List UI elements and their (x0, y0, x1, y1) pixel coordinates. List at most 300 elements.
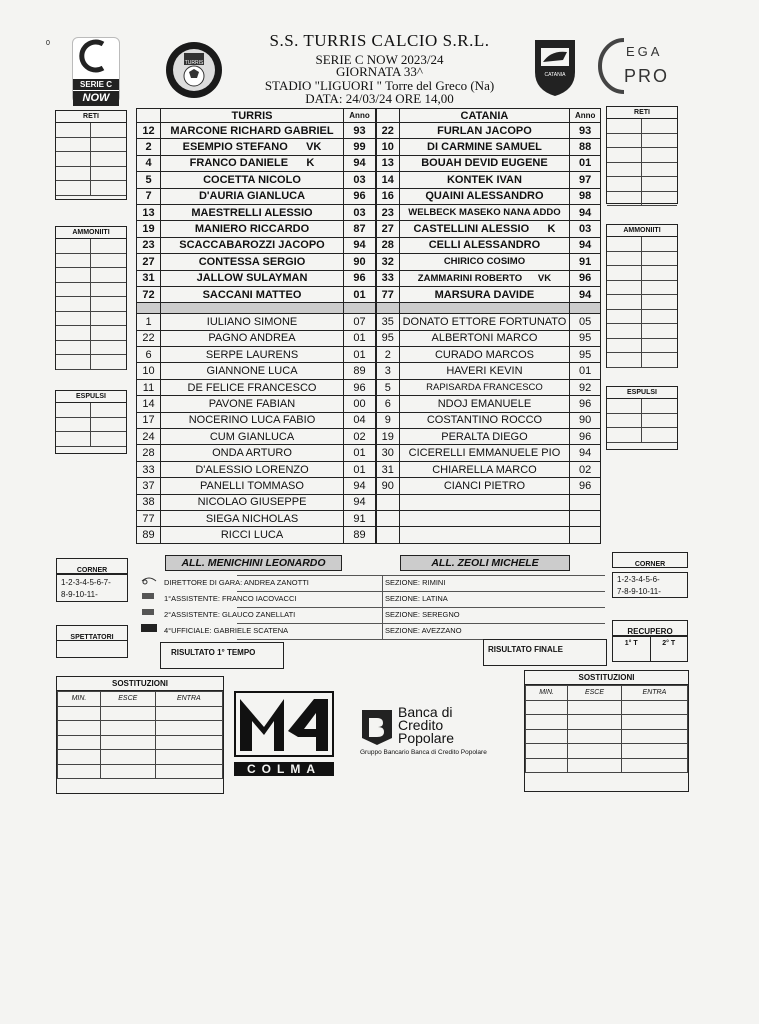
home-player-number: 2 (137, 139, 161, 155)
home-player-name: GIANNONE LUCA (161, 363, 344, 379)
away-starters-row (377, 188, 601, 204)
home-player-year: 01 (344, 445, 376, 461)
home-player-year: 96 (344, 270, 376, 286)
home-starters-row (137, 270, 376, 286)
away-player-year: 95 (570, 347, 601, 363)
home-player-year: 87 (344, 221, 376, 237)
home-reti-grid (56, 123, 126, 196)
away-player-number (377, 494, 400, 510)
away-player-number: 14 (377, 172, 400, 188)
away-player-year: 01 (570, 363, 601, 379)
away-subs-row (377, 412, 601, 428)
away-starters-row (377, 254, 601, 270)
recupero-label: RECUPERO (627, 627, 673, 636)
away-roster-header (377, 109, 601, 123)
away-player-year: 97 (570, 172, 601, 188)
home-player-number: 7 (137, 188, 161, 204)
risultato-finale-label: RISULTATO FINALE (488, 645, 563, 654)
away-player-name: MARSURA DAVIDE (399, 286, 570, 302)
home-subs-row (137, 412, 376, 428)
away-player-name (399, 494, 570, 510)
away-espulsi-box (606, 386, 678, 450)
home-sost-esce-header: ESCE (100, 692, 155, 707)
away-player-year: 91 (570, 254, 601, 270)
away-player-name: CURADO MARCOS (399, 347, 570, 363)
away-player-number (377, 510, 400, 526)
away-player-year: 94 (570, 445, 601, 461)
away-player-year: 03 (570, 221, 601, 237)
away-player-number: 10 (377, 139, 400, 155)
away-ammoniti-grid (607, 237, 677, 368)
home-player-name: PANELLI TOMMASO (161, 478, 344, 494)
home-player-name: D'AURIA GIANLUCA (161, 188, 344, 204)
home-player-name: PAGNO ANDREA (161, 330, 344, 346)
home-player-year: 89 (344, 527, 376, 543)
away-subs-row (377, 510, 601, 526)
away-player-number: 13 (377, 155, 400, 171)
official-section: SEZIONE: LATINA (382, 591, 604, 607)
round-title: GIORNATA 33^ (335, 64, 424, 79)
colma-logo (234, 691, 334, 776)
away-player-name: KONTEK IVAN (399, 172, 570, 188)
home-player-year: 91 (344, 510, 376, 526)
home-player-name: CONTESSA SERGIO (161, 254, 344, 270)
home-player-number: 11 (137, 379, 161, 395)
away-player-number: 33 (377, 270, 400, 286)
home-starters-row (137, 172, 376, 188)
away-reti-grid (607, 119, 677, 206)
home-subs-row (137, 510, 376, 526)
away-player-number: 16 (377, 188, 400, 204)
home-player-year: 94 (344, 237, 376, 253)
officials-block (140, 575, 603, 641)
home-subs-row (137, 314, 376, 330)
home-player-name: NOCERINO LUCA FABIO (161, 412, 344, 428)
spettatori-label: SPETTATORI (70, 634, 114, 641)
away-subs-row (377, 445, 601, 461)
away-sost-esce-header: ESCE (568, 686, 622, 701)
away-starters-row (377, 270, 601, 286)
home-player-number: 10 (137, 363, 161, 379)
home-player-name: SIEGA NICHOLAS (161, 510, 344, 526)
away-player-year: 96 (570, 478, 601, 494)
bank-name-line1: Banca di (398, 704, 453, 720)
home-player-year: 93 (344, 123, 376, 139)
risultato-primo-tempo-label: RISULTATO 1° TEMPO (171, 648, 256, 657)
away-player-year (570, 510, 601, 526)
home-subs-row (137, 363, 376, 379)
away-espulsi-label: ESPULSI (607, 387, 677, 399)
home-roster-separator (137, 303, 376, 314)
home-starters-row (137, 188, 376, 204)
away-player-name: ALBERTONI MARCO (399, 330, 570, 346)
away-coach: ALL. ZEOLI MICHELE (400, 555, 570, 571)
official-role: 2°ASSISTENTE: GLAUCO ZANELLATI (164, 610, 296, 619)
away-starters-row (377, 139, 601, 155)
catania-logo (533, 38, 577, 98)
home-player-number: 72 (137, 286, 161, 302)
away-player-year: 02 (570, 461, 601, 477)
away-corner-label-box (612, 552, 688, 568)
bank-logo (360, 706, 520, 760)
home-corner-label: CORNER (76, 567, 108, 574)
away-year-header: Anno (570, 109, 601, 123)
home-starters-row (137, 286, 376, 302)
away-player-name: CICERELLI EMMANUELE PIO (399, 445, 570, 461)
home-player-name: RICCI LUCA (161, 527, 344, 543)
away-player-year: 96 (570, 429, 601, 445)
home-player-number: 31 (137, 270, 161, 286)
home-player-year: 94 (344, 494, 376, 510)
away-player-name: DI CARMINE SAMUEL (399, 139, 570, 155)
home-starters-row (137, 221, 376, 237)
away-subs-row (377, 461, 601, 477)
away-starters-row (377, 237, 601, 253)
home-starters-row (137, 155, 376, 171)
recupero-primo-t: 1° T (613, 637, 651, 661)
home-player-name: ONDA ARTURO (161, 445, 344, 461)
home-player-year: 01 (344, 347, 376, 363)
lega-pro-text-1: EGA (626, 44, 663, 59)
away-player-number (377, 527, 400, 543)
home-subs-row (137, 429, 376, 445)
home-player-number: 28 (137, 445, 161, 461)
home-coach: ALL. MENICHINI LEONARDO (165, 555, 342, 571)
away-player-name: WELBECK MASEKO NANA ADDO (399, 204, 570, 220)
home-player-number: 33 (137, 461, 161, 477)
away-player-name: CHIARELLA MARCO (399, 461, 570, 477)
away-subs-row (377, 379, 601, 395)
home-player-number: 5 (137, 172, 161, 188)
away-num-header (377, 109, 400, 123)
home-roster-table (136, 108, 376, 544)
away-player-number: 27 (377, 221, 400, 237)
away-player-number: 95 (377, 330, 400, 346)
home-player-number: 1 (137, 314, 161, 330)
home-player-year: 01 (344, 461, 376, 477)
away-player-year: 95 (570, 330, 601, 346)
referee-icon (140, 575, 160, 591)
away-corner-line1: 1-2-3-4-5-6- (617, 575, 660, 584)
catania-crest-icon (533, 38, 577, 98)
home-sostituzioni-box (56, 676, 224, 794)
away-player-year: 01 (570, 155, 601, 171)
official-role: DIRETTORE DI GARA: ANDREA ZANOTTI (164, 578, 309, 587)
away-player-number: 22 (377, 123, 400, 139)
home-subs-row (137, 445, 376, 461)
home-subs-row (137, 379, 376, 395)
away-player-number: 90 (377, 478, 400, 494)
home-player-year: 07 (344, 314, 376, 330)
home-ammoniti-grid (56, 239, 126, 370)
away-player-year: 93 (570, 123, 601, 139)
away-starters-row (377, 286, 601, 302)
away-subs-row (377, 314, 601, 330)
home-espulsi-box (55, 390, 127, 454)
home-ammoniti-label: AMMONIITI (56, 227, 126, 239)
away-player-year: 94 (570, 237, 601, 253)
away-player-name: PERALTA DIEGO (399, 429, 570, 445)
away-team-name: CATANIA (399, 109, 570, 123)
home-player-year: 89 (344, 363, 376, 379)
home-player-year: 94 (344, 478, 376, 494)
home-year-header: Anno (344, 109, 376, 123)
home-starters-row (137, 254, 376, 270)
home-player-name: MAESTRELLI ALESSIO (161, 204, 344, 220)
recupero-label-box (612, 620, 688, 636)
fourth-official-board-icon (140, 623, 160, 639)
away-ammoniti-box (606, 224, 678, 368)
home-player-name: JALLOW SULAYMAN (161, 270, 344, 286)
away-player-number: 77 (377, 286, 400, 302)
home-player-number: 77 (137, 510, 161, 526)
assistant-flag-icon-2 (140, 607, 160, 623)
home-player-name: MARCONE RICHARD GABRIEL (161, 123, 344, 139)
away-corner-box (612, 572, 688, 598)
away-player-name: CASTELLINI ALESSIO K (399, 221, 570, 237)
away-player-year: 96 (570, 270, 601, 286)
home-player-year: 90 (344, 254, 376, 270)
away-player-year: 94 (570, 204, 601, 220)
home-ammoniti-box (55, 226, 127, 370)
home-starters-row (137, 204, 376, 220)
away-player-name: CIANCI PIETRO (399, 478, 570, 494)
home-player-year: 96 (344, 379, 376, 395)
home-player-year: 02 (344, 429, 376, 445)
away-player-number: 28 (377, 237, 400, 253)
away-starters-row (377, 123, 601, 139)
home-corner-box (56, 574, 128, 602)
recupero-box (612, 636, 688, 662)
home-player-year: 00 (344, 396, 376, 412)
home-player-number: 6 (137, 347, 161, 363)
serie-c-logo-text: SERIE C (73, 79, 119, 90)
home-player-number: 27 (137, 254, 161, 270)
away-player-year: 92 (570, 379, 601, 395)
club-title: S.S. TURRIS CALCIO S.R.L. (269, 31, 490, 50)
home-num-header (137, 109, 161, 123)
away-player-number: 23 (377, 204, 400, 220)
home-player-year: 03 (344, 172, 376, 188)
away-player-name: ZAMMARINI ROBERTO VK (399, 270, 570, 286)
away-player-year: 88 (570, 139, 601, 155)
away-roster-separator (377, 303, 601, 314)
away-player-number: 31 (377, 461, 400, 477)
away-player-number: 6 (377, 396, 400, 412)
home-subs-row (137, 396, 376, 412)
away-player-name: NDOJ EMANUELE (399, 396, 570, 412)
home-player-name: PAVONE FABIAN (161, 396, 344, 412)
official-section: SEZIONE: SEREGNO (382, 607, 604, 623)
away-starters-row (377, 172, 601, 188)
away-player-year: 94 (570, 286, 601, 302)
home-player-name: DE FELICE FRANCESCO (161, 379, 344, 395)
home-corner-line1: 1-2-3-4-5-6-7- (61, 578, 111, 587)
home-player-year: 94 (344, 155, 376, 171)
away-player-name: CHIRICO COSIMO (399, 254, 570, 270)
home-player-year: 03 (344, 204, 376, 220)
away-reti-box (606, 106, 678, 204)
away-player-number: 2 (377, 347, 400, 363)
home-espulsi-grid (56, 403, 126, 447)
home-roster-header (137, 109, 376, 123)
away-sostituzioni-table (525, 685, 688, 773)
away-corner-line2: 7-8-9-10-11- (617, 587, 661, 596)
home-player-number: 4 (137, 155, 161, 171)
officials-rule-top (237, 575, 605, 576)
away-player-name: HAVERI KEVIN (399, 363, 570, 379)
home-player-name: IULIANO SIMONE (161, 314, 344, 330)
official-role: 4°UFFICIALE: GABRIELE SCATENA (164, 626, 289, 635)
lega-pro-text-2: PRO (624, 66, 670, 86)
away-roster-table (376, 108, 601, 544)
home-starters-row (137, 139, 376, 155)
away-starters-row (377, 155, 601, 171)
home-sost-min-header: MIN. (58, 692, 101, 707)
home-player-name: D'ALESSIO LORENZO (161, 461, 344, 477)
home-player-number: 22 (137, 330, 161, 346)
away-subs-row (377, 363, 601, 379)
recupero-secondo-t: 2° T (662, 640, 676, 647)
home-player-name: ESEMPIO STEFANO VK (161, 139, 344, 155)
home-subs-row (137, 330, 376, 346)
home-subs-row (137, 478, 376, 494)
home-starters-row (137, 237, 376, 253)
page-mark: 0 (46, 40, 50, 47)
away-player-name: COSTANTINO ROCCO (399, 412, 570, 428)
away-player-year: 90 (570, 412, 601, 428)
away-player-number: 3 (377, 363, 400, 379)
home-player-name: CUM GIANLUCA (161, 429, 344, 445)
home-reti-box (55, 110, 127, 200)
home-player-name: COCETTA NICOLO (161, 172, 344, 188)
risultato-primo-tempo-box (160, 642, 284, 669)
bank-name-line2: Credito (398, 717, 444, 733)
spettatori-label-box (56, 625, 128, 641)
home-sostituzioni-label: SOSTITUZIONI (57, 677, 223, 691)
away-ammoniti-label: AMMONIITI (607, 225, 677, 237)
away-sost-min-header: MIN. (526, 686, 568, 701)
away-player-name (399, 527, 570, 543)
home-player-number: 38 (137, 494, 161, 510)
away-subs-row (377, 396, 601, 412)
colma-mark-icon (234, 691, 334, 757)
away-player-name (399, 510, 570, 526)
away-subs-row (377, 330, 601, 346)
spettatori-value-box (56, 640, 128, 658)
catania-logo-text: CATANIA (544, 72, 566, 78)
bank-crest-icon (360, 708, 394, 746)
turris-logo-text: TURRIS (184, 60, 204, 66)
away-reti-label: RETI (607, 107, 677, 119)
assistant-flag-icon-1 (140, 591, 160, 607)
home-player-number: 24 (137, 429, 161, 445)
home-player-number: 14 (137, 396, 161, 412)
stadium-line: STADIO "LIGUORI " Torre del Greco (Na) (264, 78, 495, 93)
bank-name-line3: Popolare (398, 730, 455, 746)
away-player-year (570, 494, 601, 510)
colma-logo-text: COLMA (234, 762, 334, 776)
away-player-name: QUAINI ALESSANDRO (399, 188, 570, 204)
official-section: SEZIONE: AVEZZANO (382, 623, 604, 639)
home-player-number: 89 (137, 527, 161, 543)
home-espulsi-label: ESPULSI (56, 391, 126, 403)
date-line: DATA: 24/03/24 ORE 14,00 (305, 91, 454, 106)
away-player-number: 30 (377, 445, 400, 461)
away-subs-row (377, 527, 601, 543)
home-player-year: 99 (344, 139, 376, 155)
home-player-name: SCACCABAROZZI JACOPO (161, 237, 344, 253)
bank-group-text: Gruppo Bancario Banca di Credito Popolare (360, 749, 487, 756)
home-starters-row (137, 123, 376, 139)
home-sostituzioni-table (57, 691, 223, 779)
away-player-name: RAPISARDA FRANCESCO (399, 379, 570, 395)
away-subs-row (377, 478, 601, 494)
home-subs-row (137, 461, 376, 477)
home-player-number: 12 (137, 123, 161, 139)
home-player-name: MANIERO RICCARDO (161, 221, 344, 237)
away-player-year: 96 (570, 396, 601, 412)
home-player-year: 01 (344, 330, 376, 346)
away-corner-label: CORNER (634, 561, 666, 568)
home-sost-entra-header: ENTRA (155, 692, 222, 707)
away-sostituzioni-label: SOSTITUZIONI (525, 671, 688, 685)
home-player-year: 04 (344, 412, 376, 428)
away-player-year: 98 (570, 188, 601, 204)
home-player-name: FRANCO DANIELE K (161, 155, 344, 171)
away-player-number: 32 (377, 254, 400, 270)
away-player-name: CELLI ALESSANDRO (399, 237, 570, 253)
official-role: 1°ASSISTENTE: FRANCO IACOVACCI (164, 594, 297, 603)
risultato-finale-box (483, 639, 607, 666)
away-player-number: 9 (377, 412, 400, 428)
away-player-year: 05 (570, 314, 601, 330)
home-player-name: SERPE LAURENS (161, 347, 344, 363)
home-player-number: 17 (137, 412, 161, 428)
away-player-number: 19 (377, 429, 400, 445)
away-player-year (570, 527, 601, 543)
home-player-number: 19 (137, 221, 161, 237)
away-starters-row (377, 204, 601, 220)
home-player-number: 13 (137, 204, 161, 220)
official-section: SEZIONE: RIMINI (382, 575, 604, 591)
league-title: SERIE C NOW 2023/24 (315, 52, 444, 67)
home-player-year: 01 (344, 286, 376, 302)
home-corner-label-box (56, 558, 128, 574)
home-subs-row (137, 347, 376, 363)
away-subs-row (377, 429, 601, 445)
home-subs-row (137, 494, 376, 510)
now-logo-text: NOW (73, 90, 119, 106)
away-espulsi-grid (607, 399, 677, 443)
away-player-name: DONATO ETTORE FORTUNATO (399, 314, 570, 330)
home-corner-line2: 8-9-10-11- (61, 590, 98, 599)
home-player-name: SACCANI MATTEO (161, 286, 344, 302)
lega-pro-logo (598, 36, 668, 96)
away-sost-entra-header: ENTRA (621, 686, 687, 701)
home-player-number: 37 (137, 478, 161, 494)
home-player-year: 96 (344, 188, 376, 204)
home-player-number: 23 (137, 237, 161, 253)
home-player-name: NICOLAO GIUSEPPE (161, 494, 344, 510)
away-player-number: 35 (377, 314, 400, 330)
away-player-number: 5 (377, 379, 400, 395)
away-sostituzioni-box (524, 670, 689, 792)
home-team-name: TURRIS (161, 109, 344, 123)
away-subs-row (377, 347, 601, 363)
away-subs-row (377, 494, 601, 510)
away-player-name: FURLAN JACOPO (399, 123, 570, 139)
